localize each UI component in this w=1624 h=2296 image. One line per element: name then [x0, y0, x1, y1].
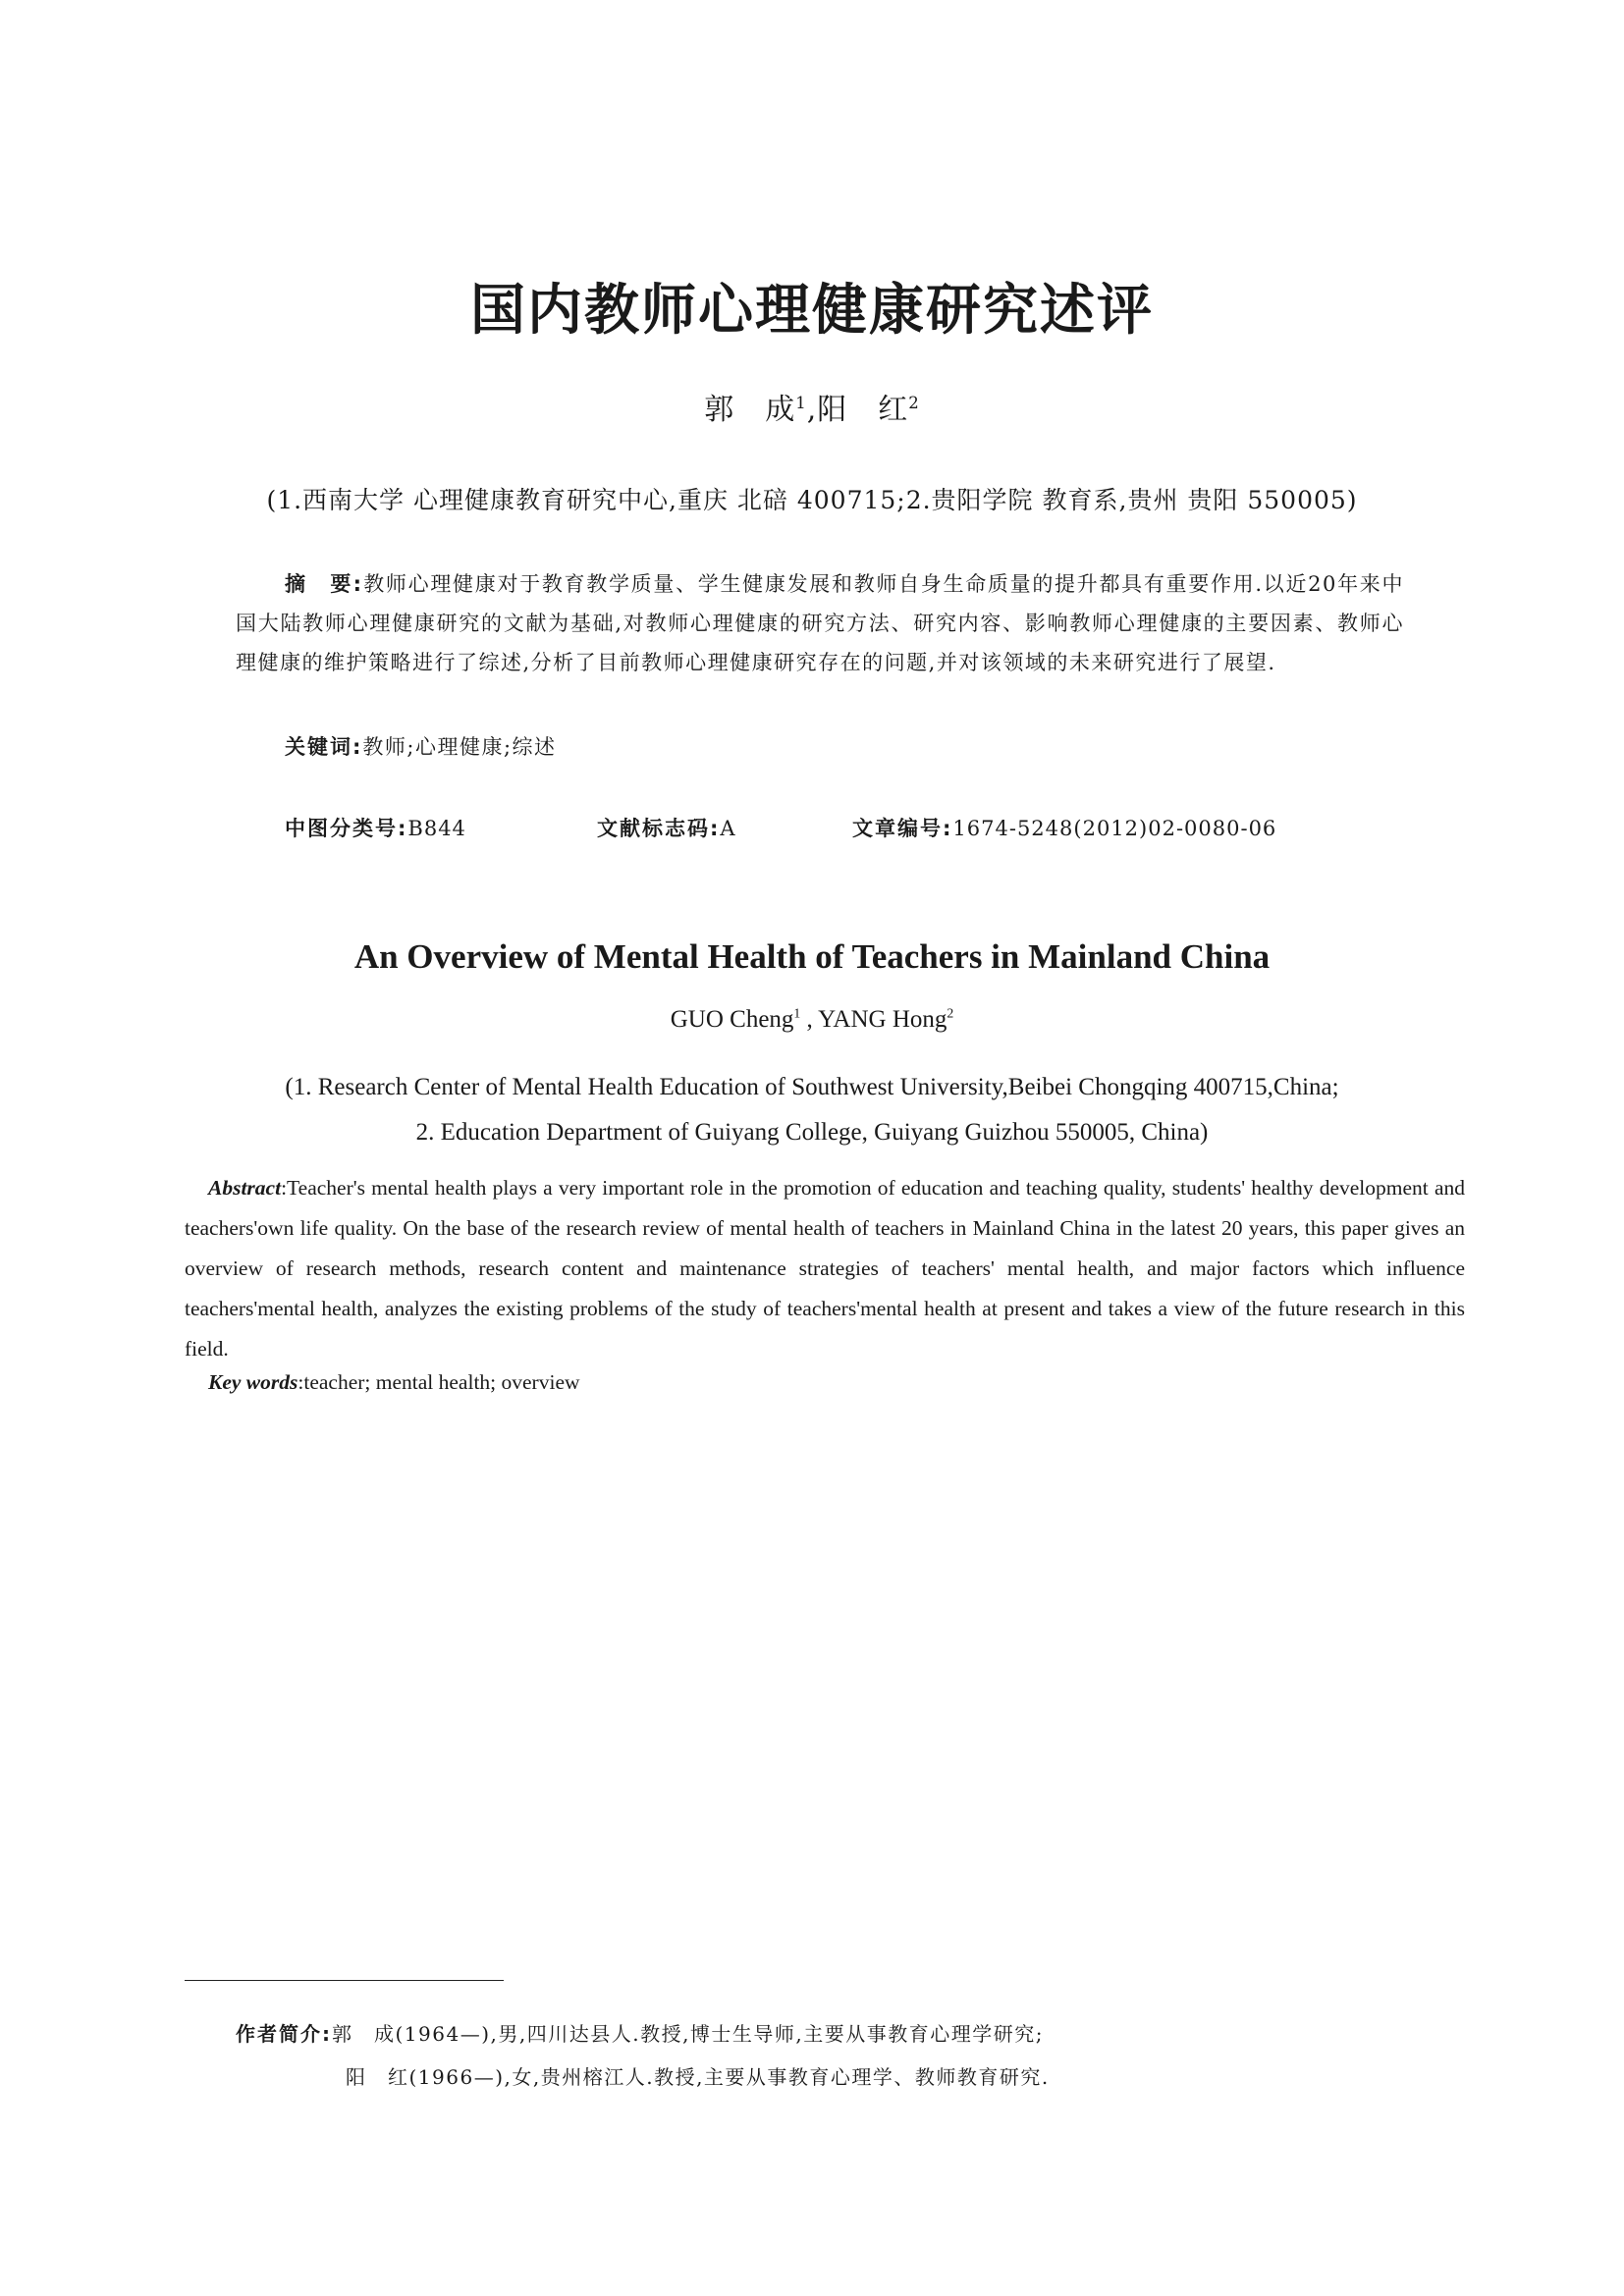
cn-keywords-text: 教师;心理健康;综述	[362, 735, 557, 759]
clc-number	[285, 813, 466, 842]
en-abstract-text: :Teacher's mental health plays a very important role in the promotion of education and teaching quality, students' healthy development and teachers'own life quality. On the base of the research review of mental health of teachers in Mainland China in the latest 20 years, this paper gives an overview of research methods, research content and maintenance strategies of teachers' mental health, and major factors which influence teachers'mental health, analyzes the existing problems of the study of teachers'mental health at present and takes a view of the future research in this field.	[185, 1176, 1465, 1361]
article-number	[852, 813, 1276, 842]
en-author-1-affil-mark: 1	[793, 1005, 801, 1021]
en-abstract	[185, 1168, 1465, 1369]
en-keywords-text: :teacher; mental health; overview	[298, 1370, 580, 1394]
document-code-value: A	[720, 817, 736, 840]
cn-authors	[0, 385, 1624, 428]
author-bio-yang: 阳 红(1966—),女,贵州榕江人.教授,主要从事教育心理学、教师教育研究.	[346, 2065, 1050, 2089]
en-author-separator: ,	[800, 1006, 819, 1033]
en-affiliation-line-1: (1. Research Center of Mental Health Education of Southwest University,Beibei Chongqing 400715,China;	[285, 1074, 1339, 1100]
clc-label: 中图分类号:	[285, 817, 408, 840]
en-abstract-label: Abstract	[208, 1176, 282, 1200]
author-bio-line-1	[236, 2012, 1050, 2056]
cn-author-1: 郭 成	[704, 393, 796, 427]
cn-author-separator: ,	[806, 393, 818, 427]
en-affiliation-line-2: 2. Education Department of Guiyang College, Guiyang Guizhou 550005, China)	[415, 1119, 1209, 1146]
author-bio-label: 作者简介:	[236, 2022, 332, 2046]
cn-paper-title: 国内教师心理健康研究述评	[470, 279, 1154, 343]
cn-abstract	[236, 564, 1404, 682]
footnote-divider	[185, 1980, 504, 1981]
en-affiliation	[0, 1065, 1624, 1155]
cn-author-1-affil-mark: 1	[795, 394, 807, 412]
cn-author-2-affil-mark: 2	[908, 394, 920, 412]
author-bio-footnote	[236, 2012, 1050, 2099]
en-keywords	[208, 1370, 580, 1395]
article-number-label: 文章编号:	[852, 817, 953, 840]
cn-affiliation: (1.西南大学 心理健康教育研究中心,重庆 北碚 400715;2.贵阳学院 教育系,贵州 贵阳 550005)	[266, 486, 1358, 514]
document-code	[597, 813, 736, 842]
en-paper-title: An Overview of Mental Health of Teachers in Mainland China	[353, 937, 1271, 976]
en-author-2: YANG Hong	[818, 1006, 947, 1033]
clc-value: B844	[407, 817, 466, 840]
author-bio-guo: 郭 成(1964—),男,四川达县人.教授,博士生导师,主要从事教育心理学研究;	[332, 2022, 1045, 2046]
en-authors	[0, 1006, 1624, 1034]
en-keywords-label: Key words	[208, 1370, 298, 1394]
article-number-value: 1674-5248(2012)02-0080-06	[952, 817, 1277, 840]
document-code-label: 文献标志码:	[597, 817, 721, 840]
cn-abstract-label: 摘 要:	[285, 572, 364, 596]
en-author-2-affil-mark: 2	[947, 1005, 954, 1021]
cn-keywords-label: 关键词:	[285, 735, 363, 759]
cn-abstract-text: 教师心理健康对于教育教学质量、学生健康发展和教师自身生命质量的提升都具有重要作用.以近20年来中国大陆教师心理健康研究的文献为基础,对教师心理健康的研究方法、研究内容、影响教师心理健康的主要因素、教师心理健康的维护策略进行了综述,分析了目前教师心理健康研究存在的问题,并对该领域的未来研究进行了展望.	[236, 572, 1404, 674]
cn-keywords	[285, 731, 557, 761]
en-author-1: GUO Cheng	[670, 1006, 794, 1033]
cn-author-2: 阳 红	[817, 393, 909, 427]
